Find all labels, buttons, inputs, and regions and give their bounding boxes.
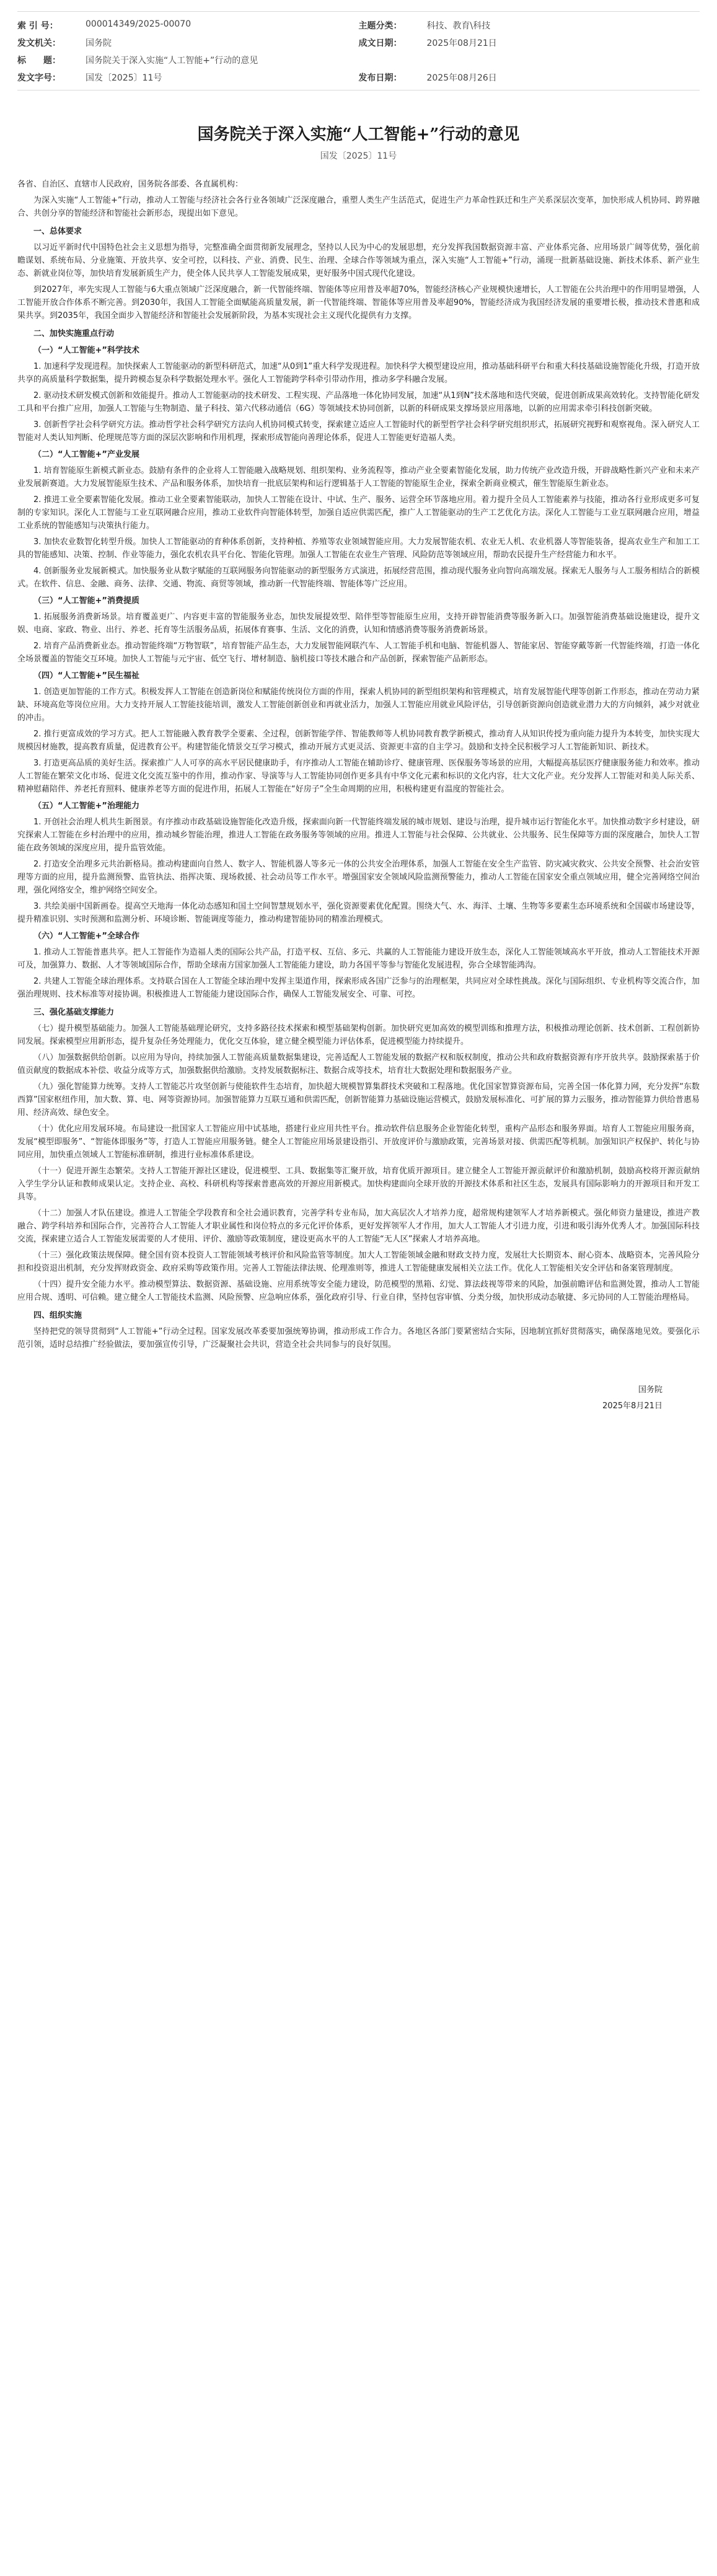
paragraph: 2. 共建人工智能全球治理体系。支持联合国在人工智能全球治理中发挥主渠道作用，探索形成各国广泛参与的治理框架，共同应对全球性挑战。深化与国际组织、专业机构等交流合作，加强治理规则、技术标准等对接协调。积极推进人工智能能力建设国际合作，确保人工智能发展安全、可靠、可控。 xyxy=(17,977,700,999)
section-heading: （一）“人工智能+”科学技术 xyxy=(33,346,139,355)
section-heading: （二）“人工智能+”产业发展 xyxy=(33,450,139,459)
paragraph: （七）提升模型基础能力。加强人工智能基础理论研究，支持多路径技术探索和模型基础架构创新。加快研究更加高效的模型训练和推理方法，积极推动理论创新、技术创新、工程创新协同发展。探索模型应用新形态，提升复杂任务处理能力，优化交互体验，建立健全模型能力评估体系，促进模型能力持续提升。 xyxy=(17,1024,700,1046)
paragraph: 2. 驱动技术研发模式创新和效能提升。推动人工智能驱动的技术研发、工程实现、产品落地一体化协同发展，加速“从1到N”技术落地和迭代突破，促进创新成果高效转化。支持智能化研发工具和平台推广应用，加强人工智能与生物制造、量子科技、第六代移动通信（6G）等领域技术协同创新，以新的科研成果支撑场景应用落地，以新的应用需求牵引科技创新突破。 xyxy=(17,391,700,413)
section-heading: 三、强化基础支撑能力 xyxy=(33,1008,115,1017)
metadata-row xyxy=(17,69,700,86)
section-heading: （三）“人工智能+”消费提质 xyxy=(33,596,139,606)
metadata-label: 标 题： xyxy=(17,56,61,66)
metadata-value: 国务院关于深入实施“人工智能+”行动的意见 xyxy=(86,56,258,66)
metadata-cell xyxy=(17,54,359,66)
paragraph: 坚持把党的领导贯彻到“人工智能+”行动全过程。国家发展改革委要加强统筹协调，推动形成工作合力。各地区各部门要紧密结合实际，因地制宜抓好贯彻落实，确保落地见效。要强化示范引领，适时总结推广经验做法，要加强宣传引导，广泛凝聚社会共识，营造全社会共同参与的良好氛围。 xyxy=(17,1327,700,1349)
paragraph: 1. 创造更加智能的工作方式。积极发挥人工智能在创造新岗位和赋能传统岗位方面的作用，探索人机协同的新型组织架构和管理模式，培育发展智能代理等创新工作形态，推动在劳动力紧缺、环境高危等岗位应用。大力支持开展人工智能技能培训，激发人工智能创新创业和再就业活力，加强人工智能应用就业风险评估，引导创新资源向创造就业潜力大的方向倾斜，减少对就业的冲击。 xyxy=(17,687,700,723)
paragraph: （十四）提升安全能力水平。推动模型算法、数据资源、基础设施、应用系统等安全能力建设，防范模型的黑箱、幻觉、算法歧视等带来的风险，加强前瞻评估和监测处置，推动人工智能应用合规、透明、可信赖。建立健全人工智能技术监测、风险预警、应急响应体系，强化政府引导、行业自律，坚持包容审慎、分类分级，加快形成动态敏捷、多元协同的人工智能治理格局。 xyxy=(17,1280,700,1302)
metadata-table xyxy=(17,11,700,90)
section-heading: 二、加快实施重点行动 xyxy=(33,329,115,338)
metadata-label: 发布日期： xyxy=(358,73,402,83)
metadata-label: 发文机关： xyxy=(17,38,61,48)
metadata-label: 成文日期： xyxy=(358,38,402,48)
metadata-value: 科技、教育\科技 xyxy=(426,21,491,31)
salutation: 各省、自治区、直辖市人民政府，国务院各部委、各直属机构： xyxy=(17,180,244,189)
paragraph: 1. 拓展服务消费新场景。培育覆盖更广、内容更丰富的智能服务业态，加快发展提效型、陪伴型等智能原生应用，支持开辟智能消费等服务新入口。加强智能消费基础设施建设，提升文娱、电商、家政、物业、出行、养老、托育等生活服务品质，拓展体育赛事、生活、文化的消费，认知和情感消费等服务消费新场景。 xyxy=(17,612,700,635)
metadata-label: 索 引 号： xyxy=(17,21,58,31)
paragraph-list xyxy=(17,194,700,1351)
metadata-value: 国务院 xyxy=(86,38,112,48)
paragraph: 3. 打造更高品质的美好生活。探索推广人人可享的高水平居民健康助手，有序推动人工智能在辅助诊疗、健康管理、医保服务等场景的应用，大幅提高基层医疗健康服务能力和效率。推动人工智能在繁荣文化市场、促进文化交流互鉴中的作用，推动作家、导演等与人工智能协同创作更多具有中华文化元素和标识的文化内容，壮大文化产业。充分发挥人工智能对和美人际关系、精神慰藉陪伴、养老托育照料、健康养老等方面的促进作用，拓展人工智能在“好房子”全生命周期的应用，积极构建更有温度的智能社会。 xyxy=(17,759,700,794)
signoff xyxy=(17,1382,700,1414)
section-heading: （五）“人工智能+”治理能力 xyxy=(33,801,139,811)
metadata-value: 000014349/2025-00070 xyxy=(86,19,191,29)
paragraph: 1. 推动人工智能普惠共享。把人工智能作为造福人类的国际公共产品，打造平权、互信、多元、共赢的人工智能能力建设开放生态，深化人工智能领域高水平开放，推动人工智能技术开源可及，加强算力、数据、人才等领域国际合作，帮助全球南方国家加强人工智能能力建设，助力各国平等参与智能化发展进程，弥合全球智能鸿沟。 xyxy=(17,948,700,970)
metadata-label: 发文字号： xyxy=(17,73,61,83)
paragraph: 3. 共绘美丽中国新画卷。提高空天地海一体化动态感知和国土空间智慧规划水平，强化资源要素优化配置。围绕大气、水、海洋、土壤、生物等多要素生态环境系统和全国碳市场建设等，提升精准识别、实时预测和监测分析、环境诊断、智能调度等能力，推动构建智能协同的精准治理模式。 xyxy=(17,902,700,924)
metadata-row xyxy=(17,17,700,34)
metadata-cell xyxy=(17,19,359,32)
section-heading: （六）“人工智能+”全球合作 xyxy=(33,932,139,941)
signoff-org: 国务院 xyxy=(638,1385,662,1395)
paragraph: 到2027年，率先实现人工智能与6大重点领域广泛深度融合，新一代智能终端、智能体等应用普及率超70%，智能经济核心产业规模快速增长，人工智能在公共治理中的作用明显增强，人工智能开放合作体系不断完善。到2030年，我国人工智能全面赋能高质量发展，新一代智能终端、智能体等应用普及率超90%，智能经济成为我国经济发展的重要增长极，推动技术普惠和成果共享。到2035年，我国全面步入智能经济和智能社会发展新阶段，为基本实现社会主义现代化提供有力支撑。 xyxy=(17,285,700,320)
paragraph: 2. 推行更富成效的学习方式。把人工智能融入教育教学全要素、全过程，创新智能学伴、智能教师等人机协同教育教学新模式，推动育人从知识传授为重向能力提升为本转变，加快实现大规模因材施教，提高教育质量，促进教育公平。构建智能化情景交互学习模式，推动开展方式更灵活、资源更丰富的自主学习。鼓励和支持全民积极学习人工智能新知识、新技术。 xyxy=(17,730,700,752)
paragraph: 为深入实施“人工智能+”行动，推动人工智能与经济社会各行业各领域广泛深度融合，重塑人类生产生活范式，促进生产力革命性跃迁和生产关系深层次变革，加快形成人机协同、跨界融合、共创分享的智能经济和智能社会新形态，现提出如下意见。 xyxy=(17,196,700,218)
metadata-cell xyxy=(17,37,359,49)
paragraph: （十三）强化政策法规保障。健全国有资本投资人工智能领域考核评价和风险监管等制度。加大人工智能领域金融和财政支持力度，发展壮大长期资本、耐心资本、战略资本，完善风险分担和投资退出机制，充分发挥财政资金、政府采购等政策作用。完善人工智能法律法规、伦理准则等，推进人工智能健康发展相关立法工作。优化人工智能相关安全评估和备案管理制度。 xyxy=(17,1251,700,1273)
paragraph: （十）优化应用发展环境。布局建设一批国家人工智能应用中试基地，搭建行业应用共性平台。推动软件信息服务企业智能化转型，重构产品形态和服务界面。培育人工智能应用服务商，发展“模型即服务”、“智能体即服务”等，打造人工智能应用服务链。健全人工智能应用场景建设指引、开放度评价与激励政策，完善场景对接、供需匹配等机制。加强知识产权保护、转化与协同应用，加快重点领域人工智能标准研制，推进行业标准体系建设。 xyxy=(17,1124,700,1160)
metadata-cell xyxy=(359,37,700,49)
paragraph: （九）强化智能算力统筹。支持人工智能芯片攻坚创新与使能软件生态培育，加快超大规模智算集群技术突破和工程落地。优化国家智算资源布局，完善全国一体化算力网，充分发挥“东数西算”国家枢纽作用，加大数、算、电、网等资源协同。加强智能算力互联互通和供需匹配，创新智能算力基础设施运营模式，鼓励发展标准化、可扩展的算力云服务，推动智能算力供给普惠易用、经济高效、绿色安全。 xyxy=(17,1082,700,1118)
paragraph: 以习近平新时代中国特色社会主义思想为指导，完整准确全面贯彻新发展理念，坚持以人民为中心的发展思想，充分发挥我国数据资源丰富、产业体系完备、应用场景广阔等优势，强化前瞻谋划、系统布局、分业施策、开放共享、安全可控，以科技、产业、消费、民生、治理、全球合作等领域为重点，深入实施“人工智能+”行动，涌现一批新基础设施、新技术体系、新产业生态、新就业岗位等，加快培育发展新质生产力，使全体人民共享人工智能发展成果，更好服务中国式现代化建设。 xyxy=(17,243,700,278)
paragraph: 1. 加速科学发现进程。加快探索人工智能驱动的新型科研范式，加速“从0到1”重大科学发现进程。加快科学大模型建设应用，推动基础科研平台和重大科技基础设施智能化升级，打造开放共享的高质量科学数据集，提升跨模态复杂科学数据处理水平。强化人工智能跨学科牵引带动作用，推动多学科融合发展。 xyxy=(17,362,700,384)
paragraph: 2. 推进工业全要素智能化发展。推动工业全要素智能联动，加快人工智能在设计、中试、生产、服务、运营全环节落地应用。着力提升全员人工智能素养与技能，推动各行业形成更多可复制的专家知识。深化人工智能与工业互联网融合应用，推动工业软件向智能体转型，加强自适应供需匹配，推广人工智能驱动的生产工艺优化方法。深化人工智能与工业互联网融合应用，增益工业系统的智能感知与决策执行能力。 xyxy=(17,495,700,531)
paragraph: 3. 加快农业数智化转型升级。加快人工智能驱动的育种体系创新，支持种植、养殖等农业领域智能应用。大力发展智能农机、农业无人机、农业机器人等智能装备，提高农业生产和加工工具的智能感知、决策、控制、作业等能力，强化农机农具平台化、智能化管理。加强人工智能在农业生产管理、风险防范等领域应用，帮助农民提升生产经营能力和水平。 xyxy=(17,537,700,560)
metadata-cell xyxy=(359,19,700,32)
section-heading: （四）“人工智能+”民生福祉 xyxy=(33,671,139,681)
metadata-row xyxy=(17,51,700,69)
metadata-row xyxy=(17,34,700,51)
paragraph: 4. 创新服务业发展新模式。加快服务业从数字赋能的互联网服务向智能驱动的新型服务方式演进，拓展经营范围，推动现代服务业向智向高端发展。探索无人服务与人工服务相结合的新模式。在软件、信息、金融、商务、法律、交通、物流、商贸等领域，推动新一代智能终端、智能体等广泛应用。 xyxy=(17,567,700,589)
paragraph: 1. 培育智能原生新模式新业态。鼓励有条件的企业将人工智能融入战略规划、组织架构、业务流程等，推动产业全要素智能化发展，助力传统产业改造升级，开辟战略性新兴产业和未来产业发展新赛道。大力发展智能原生技术、产品和服务体系，加快培育一批底层架构和运行逻辑基于人工智能的智能原生企业，探索全新商业模式，催生智能原生新业态。 xyxy=(17,466,700,488)
section-heading: 一、总体要求 xyxy=(33,227,82,236)
paragraph: （十一）促进开源生态繁荣。支持人工智能开源社区建设，促进模型、工具、数据集等汇聚开放，培育优质开源项目。建立健全人工智能开源贡献评价和激励机制，鼓励高校将开源贡献纳入学生学分认证和教师成果认定。支持企业、高校、科研机构等探索普惠高效的开源应用新模式。加快构建面向全球开放的开源技术体系和社区生态，发展具有国际影响力的开源项目和开发工具等。 xyxy=(17,1167,700,1202)
document-title: 国务院关于深入实施“人工智能+”行动的意见 xyxy=(197,125,520,144)
paragraph: 2. 培育产品消费新业态。推动智能终端“万物智联”，培育智能产品生态，大力发展智能网联汽车、人工智能手机和电脑、智能机器人、智能家居、智能穿戴等新一代智能终端，打造一体化全场景覆盖的智能交互环境。加快人工智能与元宇宙、低空飞行、增材制造、脑机接口等技术融合和产品创新，探索智能产品新形态。 xyxy=(17,642,700,664)
metadata-cell xyxy=(17,71,359,84)
paragraph: （十二）加强人才队伍建设。推进人工智能全学段教育和全社会通识教育，完善学科专业布局，加大高层次人才培养力度，超常规构建领军人才培养新模式。强化师资力量建设，推进产教融合、跨学科培养和国际合作，完善符合人工智能人才职业属性和岗位特点的多元化评价体系，更好发挥领军人才作用，加大人工智能人才引进力度，引进和吸引海外优秀人才。加强国际科技交流，探索建立适合人工智能发展需要的人才使用、评价、激励等政策制度，建设更高水平的人工智能“无人区”探索人才培养高地。 xyxy=(17,1209,700,1244)
metadata-label: 主题分类： xyxy=(358,21,402,31)
document-body xyxy=(17,178,700,1414)
paragraph: 1. 开创社会治理人机共生新图景。有序推动市政基础设施智能化改造升级，探索面向新一代智能终端发展的城市规划、建设与治理，提升城市运行智能化水平。加快推动数字乡村建设，研究探索人工智能在乡村治理中的应用，推动城乡智能治理，推进人工智能在政务服务等领域的应用。推进人工智能与社会保障、公共就业、公共服务、民生保障等方面的深度融合，加快人工智能在政务领域的深度应用，提升监管效能。 xyxy=(17,818,700,853)
document-number: 国发〔2025〕11号 xyxy=(320,151,397,161)
section-heading: 四、组织实施 xyxy=(33,1311,82,1320)
paragraph: 3. 创新哲学社会科学研究方法。推动哲学社会科学研究方法向人机协同模式转变，探索建立适应人工智能时代的新型哲学社会科学研究组织形式，拓展研究视野和观察视角。深入研究人工智能对人类认知判断、伦理规范等方面的深层次影响和作用机理，探索形成智能向善理论体系，促进人工智能更好造福人类。 xyxy=(17,420,700,443)
metadata-value: 2025年08月26日 xyxy=(426,73,497,83)
metadata-value: 2025年08月21日 xyxy=(426,38,497,48)
paragraph: （八）加强数据供给创新。以应用为导向，持续加强人工智能高质量数据集建设，完善适配人工智能发展的数据产权和版权制度，推动公共和政府数据资源有序开放共享。鼓励探索基于价值贡献度的数据成本补偿、收益分成等方式，加强数据供给激励。支持发展数据标注、数据合成等技术，培育壮大数据处理和数据服务产业。 xyxy=(17,1053,700,1075)
metadata-cell xyxy=(359,71,700,84)
signoff-date: 2025年8月21日 xyxy=(602,1401,662,1411)
metadata-value: 国发〔2025〕11号 xyxy=(86,73,162,83)
paragraph: 2. 打造安全治理多元共治新格局。推动构建面向自然人、数字人、智能机器人等多元一体的公共安全治理体系，加强人工智能在安全生产监管、防灾减灾救灾、公共安全预警、社会治安管理等方面的应用，提升监测预警、监管执法、指挥决策、现场救援、社会动员等工作水平。增强国家安全领域风险监测预警能力，推动人工智能在国家安全重点领域应用，健全完善网络空间治理，强化网络安全，维护网络空间安全。 xyxy=(17,860,700,895)
